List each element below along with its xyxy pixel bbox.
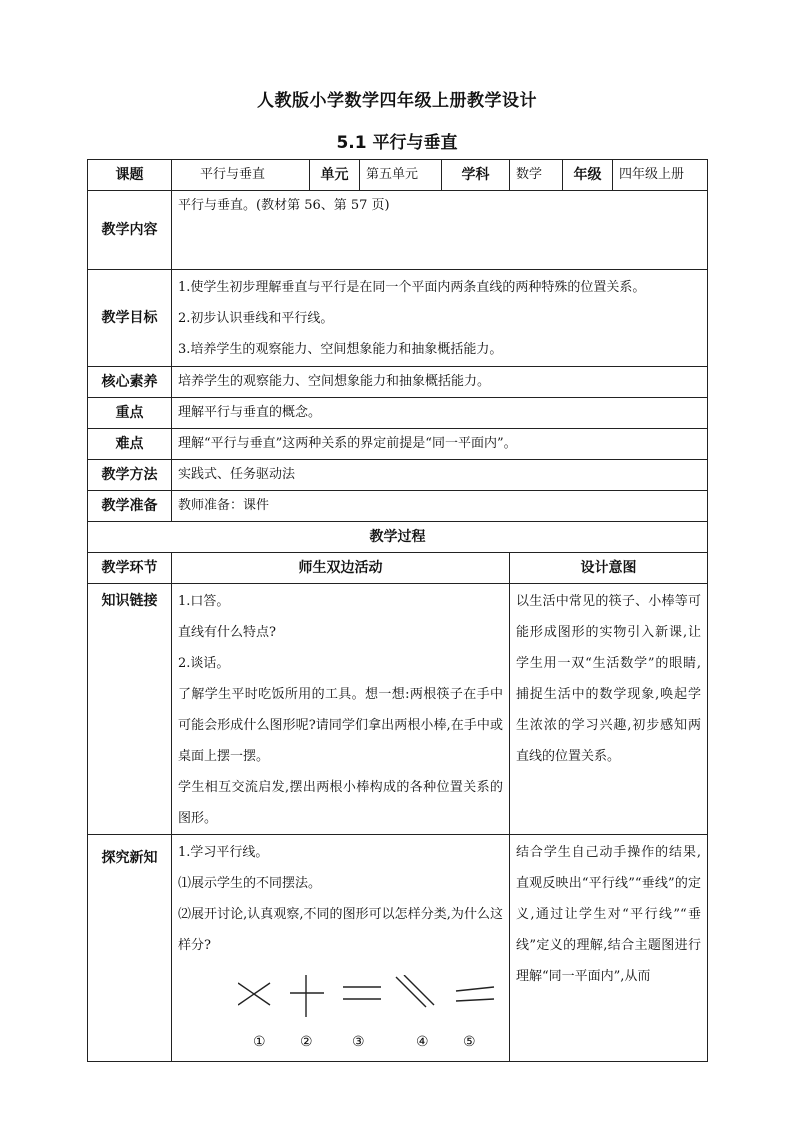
intent-text: 以生活中常见的筷子、小棒等可能形成图形的实物引入新课,让学生用一双“生活数学”的眼睛,捕捉生活中的数学现象,唤起学生浓浓的学习兴趣,初步感知两直线的位置关系。 [516,594,701,764]
key-point-value: 理解平行与垂直的概念。 [172,398,708,429]
stage-knowledge-link-intent [510,584,708,835]
activity-line: 学生相互交流启发,摆出两根小棒构成的各种位置关系的图形。 [178,780,503,826]
subject-value: 数学 [510,160,563,191]
unit-value: 第五单元 [360,160,442,191]
figure-label: ⑤ [463,1034,476,1050]
stage-column-header: 教学环节 [88,553,172,584]
stage-explore-new: 探究新知 [88,835,172,1062]
prep-value: 教师准备：课件 [172,491,708,522]
topic-label: 课题 [88,160,172,191]
figure-label: ① [253,1034,266,1050]
activity-line: 1.学习平行线。 [178,845,269,860]
activity-column-header: 师生双边活动 [172,553,510,584]
method-value: 实践式、任务驱动法 [172,460,708,491]
difficulty-value: 理解“平行与垂直”这两种关系的界定前提是“同一平面内”。 [172,429,708,460]
activity-line: 2.谈话。 [178,656,230,671]
objective-item: 1.使学生初步理解垂直与平行是在同一个平面内两条直线的两种特殊的位置关系。 [178,279,646,295]
activity-line: 了解学生平时吃饭所用的工具。想一想:两根筷子在手中可能会形成什么图形呢?请同学们拿出两根小棒,在手中或桌面上摆一摆。 [178,687,503,764]
objectives-cell [172,270,708,367]
figure-label: ③ [352,1034,365,1050]
key-point-label: 重点 [88,398,172,429]
activity-line: 1.口答。 [178,594,230,609]
line-figures-svg [238,975,498,1025]
grade-value: 四年级上册 [613,160,708,191]
figure-label: ④ [416,1034,429,1050]
objective-item: 2.初步认识垂线和平行线。 [178,310,334,326]
topic-value: 平行与垂直 [172,160,310,191]
activity-line: ⑴展示学生的不同摆法。 [178,876,322,891]
figure-label: ② [300,1034,313,1050]
activity-line: ⑵展开讨论,认真观察,不同的图形可以怎样分类,为什么这样分? [178,907,503,953]
objectives-label: 教学目标 [88,270,172,367]
stage-knowledge-link-activity [172,584,510,835]
prep-label: 教学准备 [88,491,172,522]
content-value: 平行与垂直。(教材第 56、第 57 页) [172,191,708,270]
grade-label: 年级 [563,160,613,191]
method-label: 教学方法 [88,460,172,491]
figure-5-line-b [456,999,494,1001]
content-label: 教学内容 [88,191,172,270]
stage-knowledge-link: 知识链接 [88,584,172,835]
stage-explore-new-intent [510,835,708,1062]
literacy-value: 培养学生的观察能力、空间想象能力和抽象概括能力。 [172,367,708,398]
document-title: 人教版小学数学四年级上册教学设计 [257,91,537,111]
activity-line: 直线有什么特点? [178,625,276,640]
process-title: 教学过程 [88,522,708,553]
figure-5-line-a [456,987,494,991]
intent-column-header: 设计意图 [510,553,708,584]
lesson-subtitle: 5.1 平行与垂直 [336,133,458,153]
subject-label: 学科 [442,160,510,191]
lesson-plan-table [87,159,708,1062]
stage-explore-new-activity [172,835,510,1062]
intent-text: 结合学生自己动手操作的结果,直观反映出“平行线”“垂线”的定义,通过让学生对“平行线”“垂线”定义的理解,结合主题图进行理解“同一平面内”,从而 [516,845,701,984]
literacy-label: 核心素养 [88,367,172,398]
difficulty-label: 难点 [88,429,172,460]
unit-label: 单元 [310,160,360,191]
objective-item: 3.培养学生的观察能力、空间想象能力和抽象概括能力。 [178,341,503,357]
line-arrangement-figure [178,961,503,1061]
